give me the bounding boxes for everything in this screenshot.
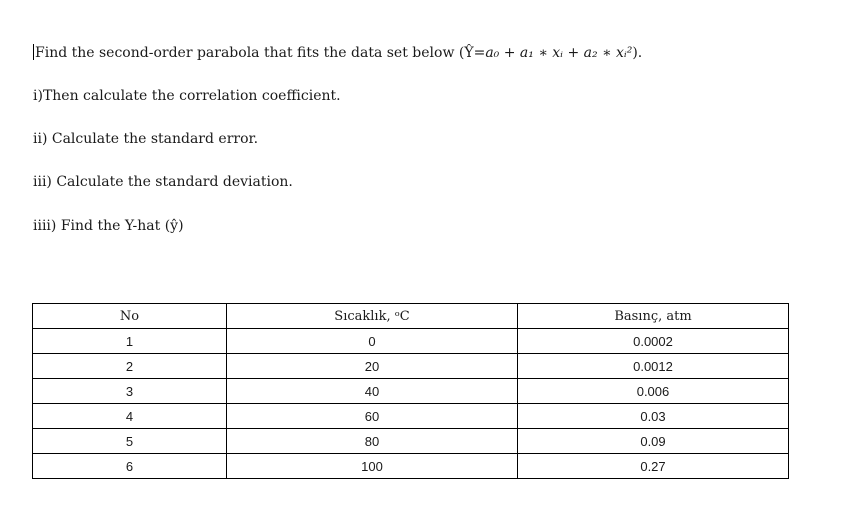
cell-pressure: 0.0002	[518, 329, 789, 354]
header-pressure: Basınç, atm	[518, 304, 789, 329]
question-item-1: i)Then calculate the correlation coefficient.	[33, 88, 341, 104]
table-header-row	[33, 304, 789, 329]
question-item-2: ii) Calculate the standard error.	[33, 131, 259, 147]
text-cursor	[33, 44, 34, 60]
table-row	[33, 429, 789, 454]
question-item-3: iii) Calculate the standard deviation.	[33, 174, 293, 190]
cell-pressure: 0.03	[518, 404, 789, 429]
cell-temperature: 100	[227, 454, 518, 479]
cell-temperature: 60	[227, 404, 518, 429]
cell-pressure: 0.27	[518, 454, 789, 479]
problem-intro-end: ).	[632, 45, 643, 61]
problem-statement	[33, 44, 642, 61]
question-item-4: iiii) Find the Y-hat (ŷ)	[33, 218, 184, 234]
cell-pressure: 0.09	[518, 429, 789, 454]
table-row	[33, 379, 789, 404]
cell-no: 3	[33, 379, 227, 404]
table-row	[33, 404, 789, 429]
problem-intro: Find the second-order parabola that fits the data set below (	[35, 45, 465, 61]
cell-temperature: 0	[227, 329, 518, 354]
table-row	[33, 329, 789, 354]
cell-no: 5	[33, 429, 227, 454]
cell-no: 2	[33, 354, 227, 379]
cell-temperature: 20	[227, 354, 518, 379]
header-no: No	[33, 304, 227, 329]
cell-no: 6	[33, 454, 227, 479]
regression-equation: =a₀ + a₁ ∗ xᵢ + a₂ ∗ xᵢ²	[473, 45, 633, 61]
data-table	[32, 303, 789, 479]
cell-pressure: 0.006	[518, 379, 789, 404]
cell-no: 4	[33, 404, 227, 429]
cell-pressure: 0.0012	[518, 354, 789, 379]
table-row	[33, 354, 789, 379]
cell-temperature: 80	[227, 429, 518, 454]
header-temperature: Sıcaklık, ᵒC	[227, 304, 518, 329]
cell-temperature: 40	[227, 379, 518, 404]
cell-no: 1	[33, 329, 227, 354]
table-row	[33, 454, 789, 479]
y-hat-symbol: Ŷ	[464, 45, 474, 61]
